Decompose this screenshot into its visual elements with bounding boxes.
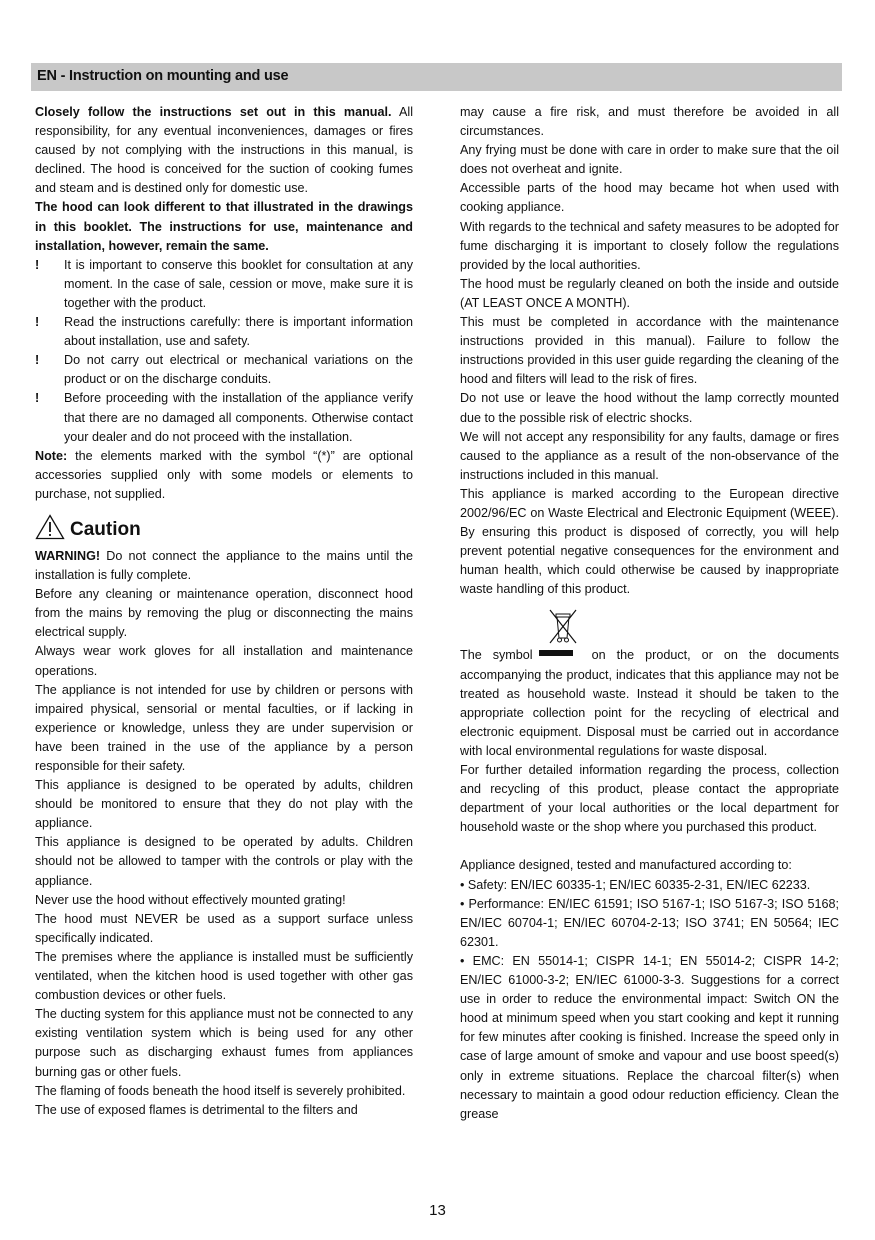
safety-paragraph: Do not use or leave the hood without the lamp correctly mounted due to the possible risk of electric shocks. [460,391,839,425]
bullet-item [35,256,413,313]
weee-paragraph: This appliance is marked according to the European directive 2002/96/EC on Waste Electrical and Electronic Equipment (WEEE). By ensuring this product is disposed of correctly, you will help prevent potential negative consequences for the environment and human health, which could otherwise be caused by inappropriate waste handling of this product. [460,486,839,597]
caution-title: Caution [70,519,141,541]
left-column [35,103,413,1120]
standards-item: • Performance: EN/IEC 61591; ISO 5167-1; ISO 5167-3; ISO 5168; EN/IEC 60704-1; EN/IEC 60704-2-13; ISO 3741; EN 50564; IEC 62301. [460,896,839,949]
bullet-item [35,389,413,446]
safety-paragraph: This appliance is designed to be operated by adults. Children should not be allowed to tamper with the controls or play with the appliance. [35,835,413,888]
safety-paragraph: We will not accept any responsibility for any faults, damage or fires caused to the appliance as a result of the non-observance of the instructions included in this manual. [460,429,839,482]
safety-paragraph: Before any cleaning or maintenance operation, disconnect hood from the mains by removing the plug or disconnecting the mains electrical supply. [35,587,413,640]
bullet-text: Do not carry out electrical or mechanical variations on the product or on the discharge conduits. [64,353,413,387]
spacer [460,837,839,856]
symbol-text-before: The symbol [460,648,533,663]
warning-text: Do not connect the appliance to the mains until the installation is fully complete. [35,548,413,583]
bullet-text: Read the instructions carefully: there is important information about installation, use and safety. [64,315,413,349]
caution-heading [35,513,413,547]
right-column [460,103,839,1124]
safety-paragraph: The ducting system for this appliance must not be connected to any existing ventilation system which is being used for any other purpose such as discharging exhaust fumes from appliances burning gas or other fuels. [35,1007,413,1079]
symbol-text-after: on the product, or on the documents accompanying the product, indicates that this appliance may not be treated as household waste. Instead it should be taken to the appropriate collection point for the recycling of electrical and electronic equipment. Disposal must be carried out in accordance with local environmental regulations for waste disposal. [460,648,839,758]
safety-paragraph: The use of exposed flames is detrimental to the filters and [35,1102,358,1117]
note-paragraph [35,447,413,504]
warning-paragraph [35,547,413,585]
safety-paragraph: The appliance is not intended for use by children or persons with impaired physical, sensorial or mental faculties, or if lacking in experience or knowledge, unless they are under supervision or have been trained in the use of the appliance by a person responsible for their safety. [35,682,413,773]
bullet-item [35,351,413,389]
exclamation-mark: ! [35,353,40,368]
section-title: EN - Instruction on mounting and use [37,68,289,84]
section-header [31,63,842,91]
safety-paragraph: The hood must be regularly cleaned on both the inside and outside (AT LEAST ONCE A MONTH). [460,276,839,310]
bullet-text: Before proceeding with the installation of the appliance verify that there are no damaged all components. Otherwise contact your dealer and do not proceed with the installation. [64,391,413,444]
appearance-note: The hood can look different to that illustrated in the drawings in this booklet. The instructions for use, maintenance and installation, however, remain the same. [35,200,413,253]
exclamation-mark: ! [35,315,40,330]
safety-paragraph: With regards to the technical and safety measures to be adopted for fume discharging it is important to closely follow the regulations provided by the local authorities. [460,219,839,272]
weee-bar-icon [533,646,581,665]
warning-triangle-icon [35,514,65,546]
intro-bold: Closely follow the instructions set out in this manual. [35,105,392,119]
crossed-bin-icon [546,607,580,651]
weee-icon-row [460,599,839,646]
symbol-paragraph [460,646,839,761]
bullet-text: It is important to conserve this booklet for consultation at any moment. In the case of sale, cession or move, make sure it is together with the product. [64,257,413,310]
note-text: the elements marked with the symbol “(*)” are optional accessories supplied only with some models or elements to purchase, not supplied. [35,448,413,501]
safety-paragraph: Accessible parts of the hood may became hot when used with cooking appliance. [460,181,839,215]
safety-paragraph: Never use the hood without effectively mounted grating! [35,892,346,907]
exclamation-mark: ! [35,257,40,272]
standards-item: • Safety: EN/IEC 60335-1; EN/IEC 60335-2-31, EN/IEC 62233. [460,877,811,892]
safety-paragraph: This must be completed in accordance with the maintenance instructions provided in this manual). Failure to follow the instructions provided in this user guide regarding the cleaning of the hood and filters will lead to the risk of fires. [460,315,839,387]
safety-paragraph: This appliance is designed to be operated by adults, children should be monitored to ensure that they do not play with the appliance. [35,778,413,831]
standards-item: • EMC: EN 55014-1; CISPR 14-1; EN 55014-2; CISPR 14-2; EN/IEC 61000-3-2; EN/IEC 61000-3-3. Suggestions for a correct use in order to reduce the environmental impact: Switch ON the hood at minimum speed when you start cooking and kept it running for few minutes after cooking is finished. Increase the speed only in case of large amount of smoke and vapour and use boost speed(s) only in extreme situations. Replace the charcoal filter(s) when necessary to maintain a good odour reduction efficiency. Clean the grease [460,953,839,1121]
further-info-paragraph: For further detailed information regarding the process, collection and recycling of this product, please contact the appropriate department of your local authorities or the local department for household waste or the shop where you purchased this product. [460,763,839,835]
warning-label: WARNING! [35,548,101,563]
safety-paragraph: The premises where the appliance is installed must be sufficiently ventilated, when the kitchen hood is used together with other gas combustion devices or other fuels. [35,949,413,1003]
standards-intro: Appliance designed, tested and manufactured according to: [460,858,792,873]
exclamation-mark: ! [35,391,40,406]
safety-paragraph: Any frying must be done with care in order to make sure that the oil does not overheat and ignite. [460,143,839,177]
intro-text: All responsibility, for any eventual inconveniences, damages or fires caused by not complying with the instructions in this manual, is declined. The hood is conceived for the suction of cooking fumes and steam and is destined only for domestic use. [35,105,413,196]
bullet-item [35,313,413,351]
safety-paragraph: The hood must NEVER be used as a support surface unless specifically indicated. [35,911,413,945]
page-number: 13 [429,1202,446,1219]
note-label: Note: [35,448,68,463]
safety-paragraph: may cause a fire risk, and must therefore be avoided in all circumstances. [460,105,839,139]
safety-paragraph: Always wear work gloves for all installation and maintenance operations. [35,644,413,678]
safety-paragraph: The flaming of foods beneath the hood itself is severely prohibited. [35,1083,406,1098]
intro-paragraph [35,103,413,198]
